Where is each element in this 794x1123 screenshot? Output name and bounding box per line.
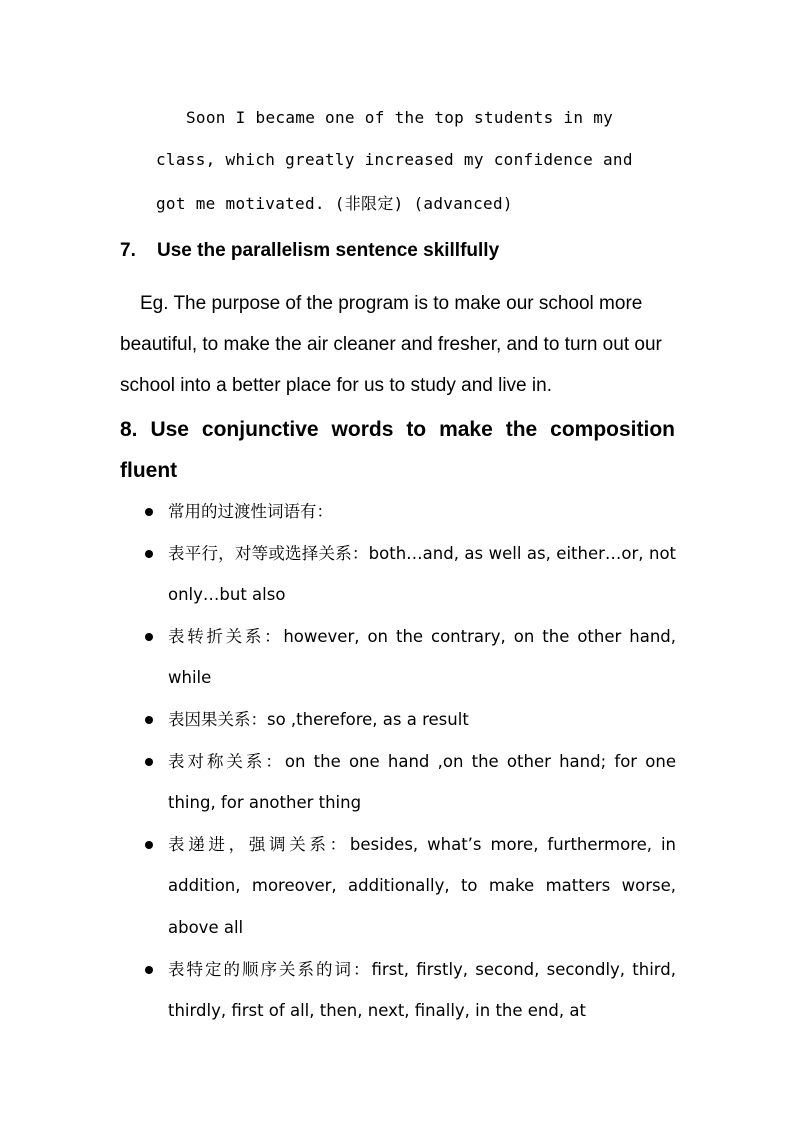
bullet-icon [145, 508, 153, 516]
list-item [140, 699, 676, 741]
bullet-icon [145, 550, 153, 558]
list-item-text: first, firstly, second, secondly, third, thirdly, first of all, then, next, finally, in the end, at [168, 959, 677, 1021]
list-item [140, 616, 676, 699]
list-item-label: 表因果关系： [168, 709, 267, 729]
section-7-number: 7. [120, 240, 136, 261]
list-item-label: 表转折关系： [168, 626, 284, 646]
section-7-example-text: Eg. The purpose of the program is to make our school more beautiful, to make the air cleaner and fresher, and to turn out our school into a better place for us to study and live in. [120, 293, 662, 396]
list-item [140, 949, 676, 1032]
section-7-heading [120, 240, 499, 262]
section-7-title: Use the parallelism sentence skillfully [157, 240, 500, 261]
list-item [140, 741, 676, 824]
section-7-example [120, 283, 676, 406]
list-item-label: 常用的过渡性词语有： [168, 502, 333, 521]
list-item [140, 533, 676, 616]
list-item-label: 表特定的顺序关系的词： [168, 959, 372, 979]
example-line-3: got me motivated. (非限定) (advanced) [156, 194, 513, 213]
list-item-text: on the one hand ,on the other hand; for one thing, for another thing [168, 751, 676, 813]
section-8-heading: 8. Use conjunctive words to make the composition fluent [120, 418, 675, 482]
list-item-text: so ,therefore, as a result [267, 709, 469, 729]
bullet-icon [145, 966, 153, 974]
list-item-text: both…and, as well as, either…or, not only…but also [168, 543, 677, 605]
list-item-label: 表平行，对等或选择关系： [168, 543, 369, 563]
bullet-icon [145, 633, 153, 641]
list-item-text: besides, what’s more, furthermore, in addition, moreover, additionally, to make matters worse, above all [168, 834, 677, 937]
list-item [140, 491, 676, 533]
bullet-icon [145, 716, 153, 724]
list-item-text: however, on the contrary, on the other hand, while [168, 626, 677, 688]
bullet-icon [145, 758, 153, 766]
example-line-2: class, which greatly increased my confidence and [156, 150, 633, 169]
list-item-label: 表对称关系： [168, 751, 285, 771]
bullet-icon [145, 841, 153, 849]
transition-words-list [140, 491, 676, 1032]
list-item-label: 表递进，强调关系： [168, 834, 350, 854]
example-line-1: Soon I became one of the top students in my [186, 108, 614, 127]
list-item [140, 824, 676, 949]
